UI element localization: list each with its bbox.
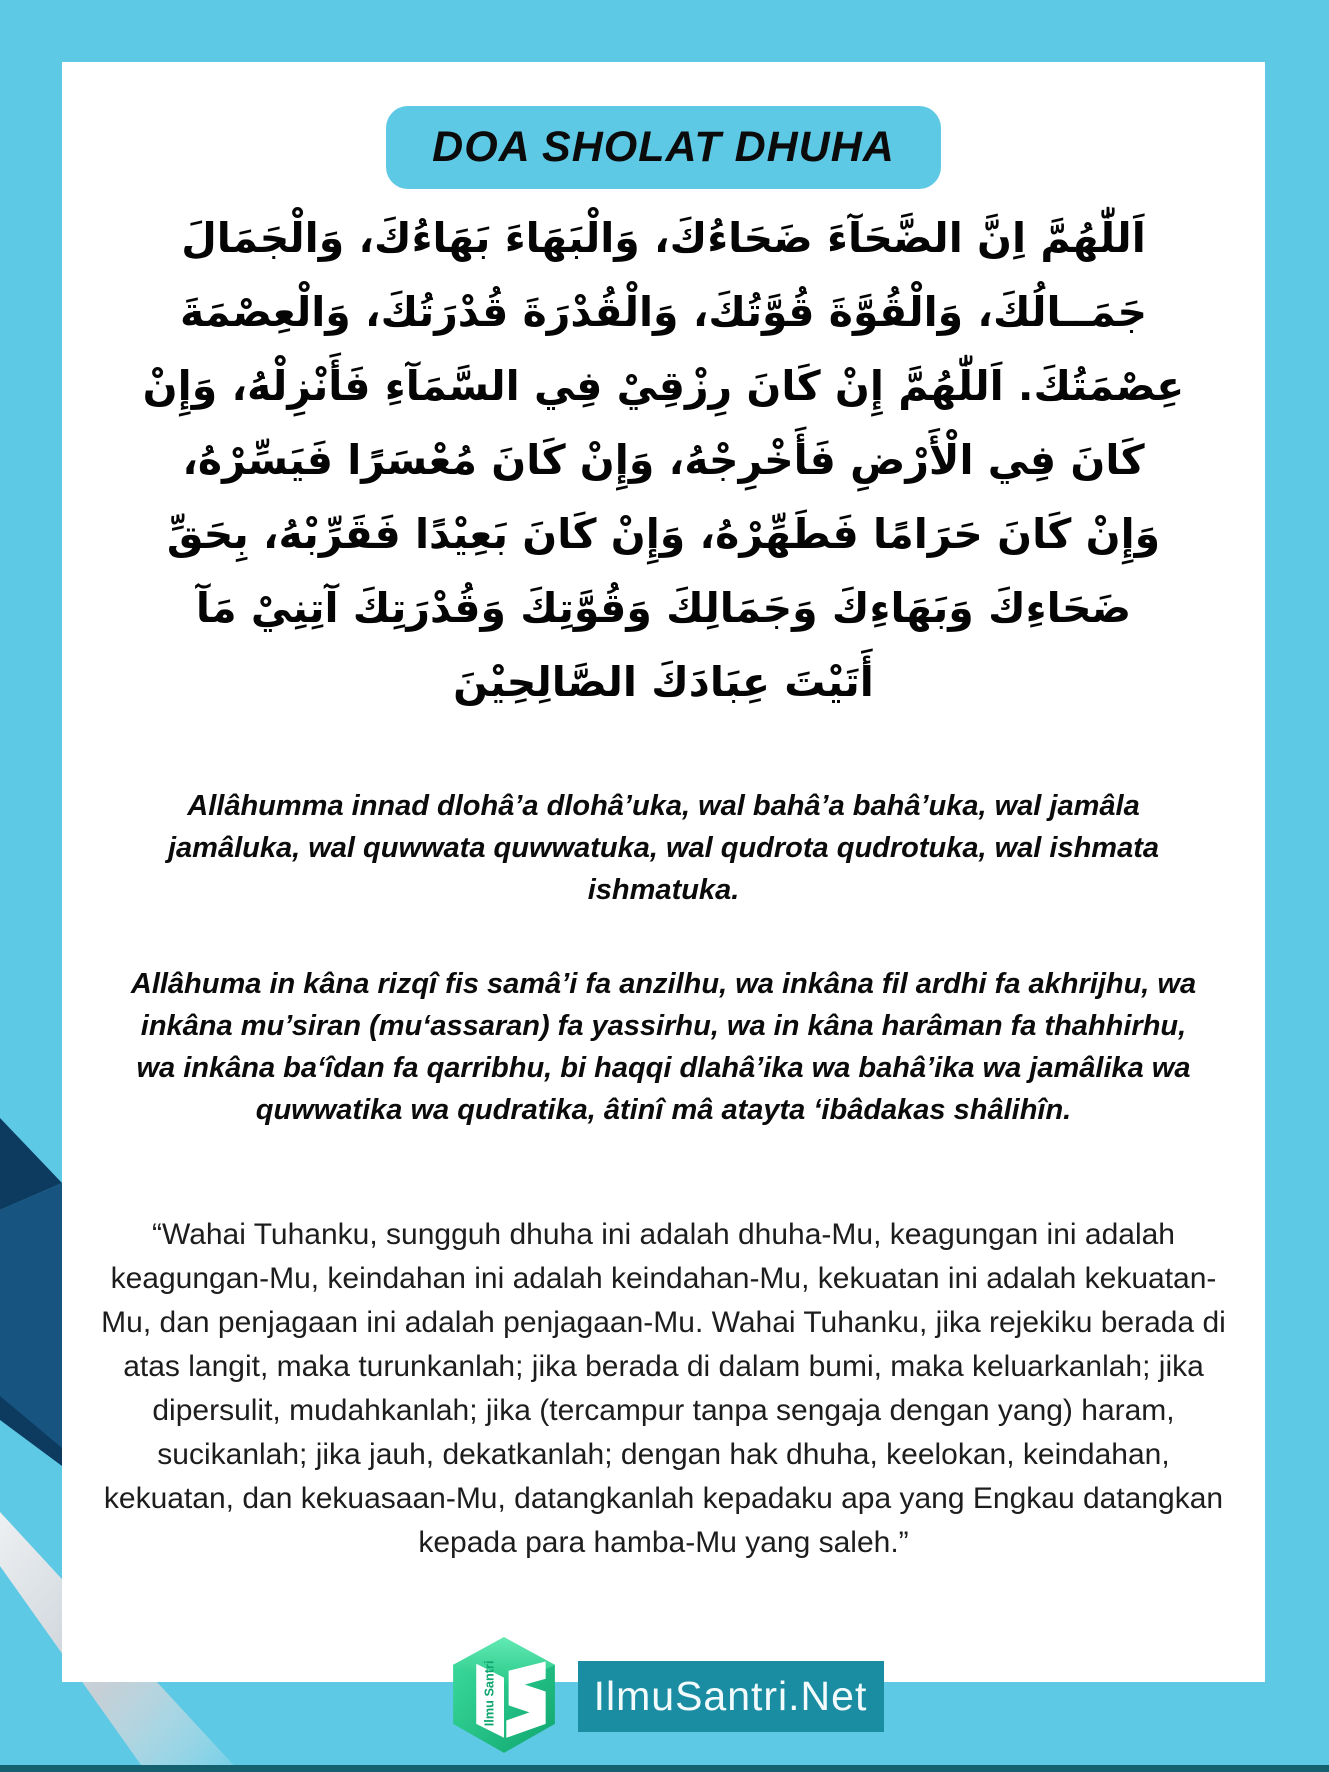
footer-branding — [0, 1636, 1329, 1754]
site-name-label: IlmuSantri.Net — [593, 1673, 868, 1719]
logo-label: Ilmu Santri — [481, 1660, 497, 1727]
translation-paragraph: “Wahai Tuhanku, sungguh dhuha ini adalah dhuha-Mu, keagungan ini adalah keagungan-Mu, keindahan ini adalah keindahan-Mu, kekuatan ini adalah kekuatan-Mu, dan penjagaan ini adalah penjagaan-Mu. Wahai Tuhanku, jika rejekiku berada di atas langit, maka turunkanlah; jika berada di dalam bumi, maka keluarkanlah; jika dipersulit, mudahkanlah; jika (tercampur tanpa sengaja dengan yang) haram, sucikanlah; jika jauh, dekatkanlah; dengan hak dhuha, keelokan, keindahan, kekuatan, dan kekuasaan-Mu, datangkanlah kepadaku apa yang Engkau datangkan kepada para hamba-Mu yang saleh.” — [101, 1218, 1226, 1559]
site-name-box — [578, 1661, 884, 1732]
arabic-line: ضَحَاءِكَ وَبَهَاءِكَ وَجَمَالِكَ وَقُوَّتِكَ وَقُدْرَتِكَ آتِنِيْ مَآ — [195, 584, 1132, 632]
prayer-card — [62, 62, 1265, 1682]
arabic-line: كَانَ فِي الْأَرْضِ فَأَخْرِجْهُ، وَإِنْ كَانَ مُعْسَرًا فَيَسِّرْهُ، — [182, 436, 1145, 484]
hexagon-logo-icon — [446, 1636, 562, 1754]
arabic-line: عِصْمَتُكَ. اَللّٰهُمَّ إِنْ كَانَ رِزْقِيْ فِي السَّمَآءِ فَأَنْزِلْهُ، وَإِنْ — [142, 362, 1185, 410]
title-badge — [386, 106, 941, 189]
bottom-strip-decoration — [0, 1765, 1329, 1772]
transliteration-paragraph-2: Allâhuma in kâna rizqî fis samâ’i fa anzilhu, wa inkâna fil ardhi fa akhrijhu, wa inkâna mu’siran (mu‘assaran) fa yassirhu, wa in kâna harâman fa thahhirhu, wa inkâna ba‘îdan fa qarribhu, bi haqqi dlahâ’ika wa bahâ’ika wa jamâlika wa quwwatika wa qudratika, âtinî mâ atayta ‘ibâdakas shâlihîn. — [130, 968, 1197, 1126]
arabic-line: أَتَيْتَ عِبَادَكَ الصَّالِحِيْنَ — [453, 658, 874, 706]
arabic-line: وَإِنْ كَانَ حَرَامًا فَطَهِّرْهُ، وَإِنْ كَانَ بَعِيْدًا فَقَرِّبْهُ، بِحَقِّ — [166, 510, 1161, 558]
arabic-line: جَمَــالُكَ، وَالْقُوَّةَ قُوَّتُكَ، وَالْقُدْرَةَ قُدْرَتُكَ، وَالْعِصْمَةَ — [179, 288, 1148, 336]
arabic-line: اَللّٰهُمَّ اِنَّ الضَّحَآءَ ضَحَاءُكَ، وَالْبَهَاءَ بَهَاءُكَ، وَالْجَمَالَ — [181, 214, 1146, 262]
arabic-prayer-text — [62, 201, 1265, 719]
ilmusantri-logo-icon — [446, 1636, 562, 1754]
page-title: DOA SHOLAT DHUHA — [432, 123, 895, 171]
transliteration-paragraph-1: Allâhumma innad dlohâ’a dlohâ’uka, wal bahâ’a bahâ’uka, wal jamâla jamâluka, wal quwwata quwwatuka, wal qudrota qudrotuka, wal ishmata ishmatuka. — [167, 790, 1160, 906]
